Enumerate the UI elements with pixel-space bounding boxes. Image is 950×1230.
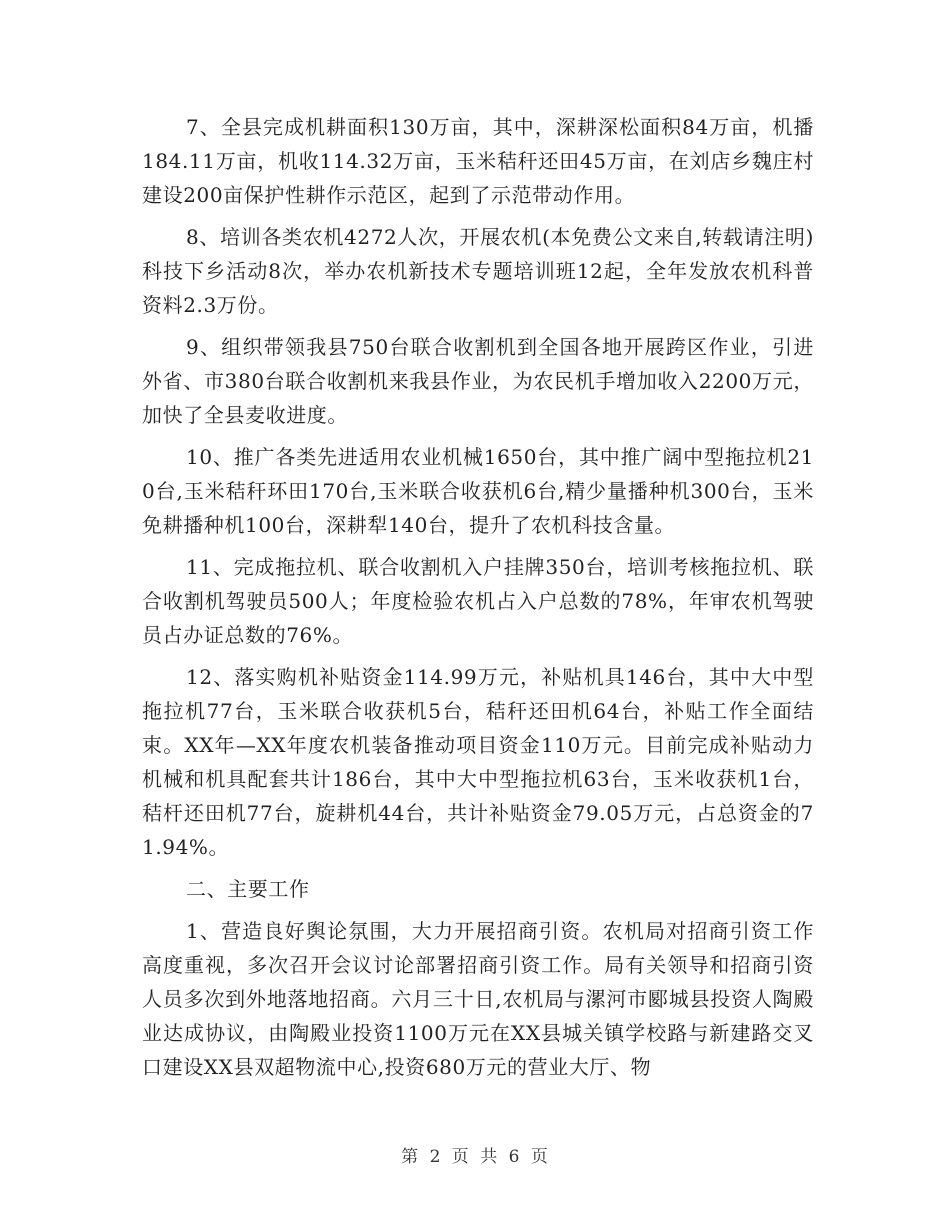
section-paragraph-1: 1、营造良好舆论氛围，大力开展招商引资。农机局对招商引资工作高度重视，多次召开会议讨论部署招商引资工作。局有关领导和招商引资人员多次到外地落地招商。六月三十日,农机局与漯河市郾城县投资人陶殿业达成协议，由陶殿业投资1100万元在XX县城关镇学校路与新建路交叉口建设XX县双超物流中心,投资680万元的营业大厅、物 <box>142 919 814 1079</box>
page-footer: 第 2 页 共 6 页 <box>401 1147 549 1167</box>
paragraph-item-10: 10、推广各类先进适用农业机械1650台，其中推广阔中型拖拉机210台,玉米秸秆环田170台,玉米联合收获机6台,精少量播种机300台，玉米免耕播种机100台，深耕犁140台，提升了农机科技含量。 <box>142 445 814 537</box>
paragraph-item-8: 8、培训各类农机4272人次，开展农机(本免费公文来自,转载请注明)科技下乡活动8次，举办农机新技术专题培训班12起，全年发放农机科普资料2.3万份。 <box>142 225 814 317</box>
section-heading: 二、主要工作 <box>186 877 310 901</box>
paragraph-item-7: 7、全县完成机耕面积130万亩，其中，深耕深松面积84万亩，机播184.11万亩，机收114.32万亩，玉米秸秆还田45万亩，在刘店乡魏庄村建设200亩保护性耕作示范区，起到了示范带动作用。 <box>142 115 814 207</box>
document-body <box>142 110 814 1092</box>
paragraph-item-11: 11、完成拖拉机、联合收割机入户挂牌350台，培训考核拖拉机、联合收割机驾驶员500人；年度检验农机占入户总数的78%，年审农机驾驶员占办证总数的76%。 <box>142 555 814 647</box>
paragraph-item-9: 9、组织带领我县750台联合收割机到全国各地开展跨区作业，引进外省、市380台联合收割机来我县作业，为农民机手增加收入2200万元，加快了全县麦收进度。 <box>142 335 814 427</box>
paragraph-item-12: 12、落实购机补贴资金114.99万元，补贴机具146台，其中大中型拖拉机77台，玉米联合收获机5台，秸秆还田机64台，补贴工作全面结束。XX年—XX年度农机装备推动项目资金110万元。目前完成补贴动力机械和机具配套共计186台，其中大中型拖拉机63台，玉米收获机1台，秸杆还田机77台，旋耕机44台，共计补贴资金79.05万元，占总资金的71.94%。 <box>142 665 814 859</box>
